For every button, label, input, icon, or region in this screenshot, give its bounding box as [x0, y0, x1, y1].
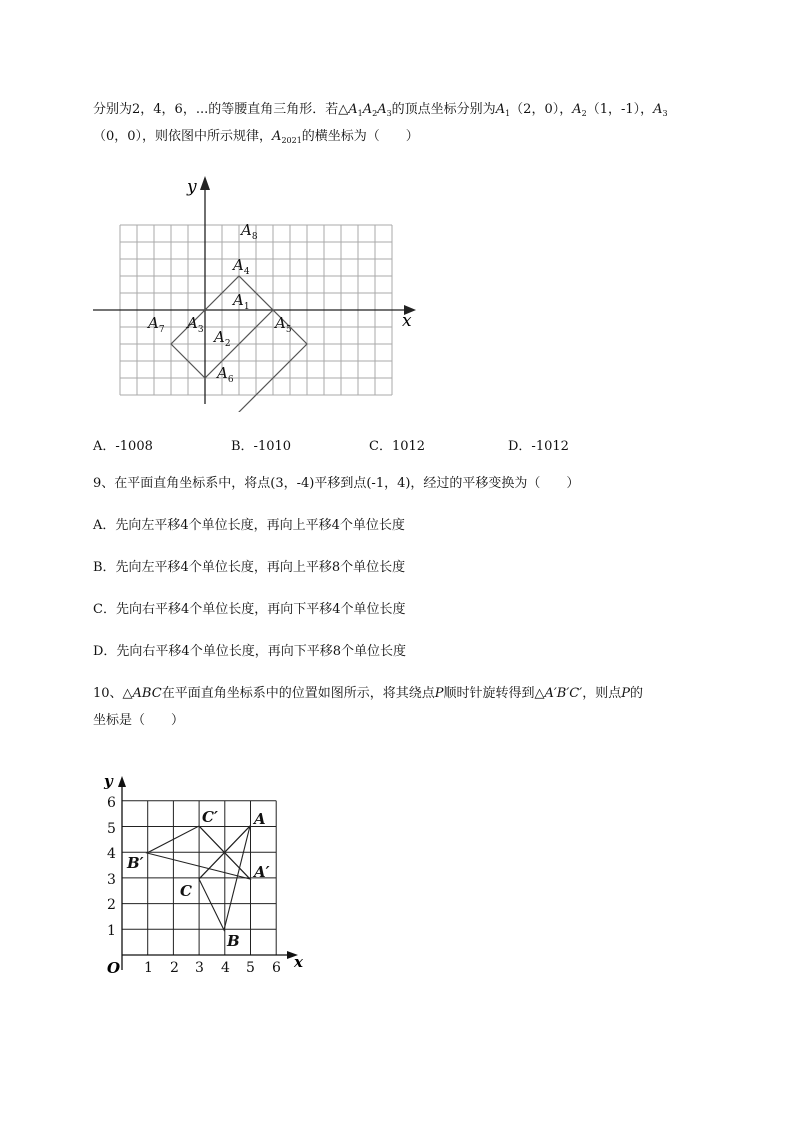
- label-a2: $A_2$: [214, 328, 231, 349]
- origin-label: O: [107, 959, 121, 977]
- point-p: P: [434, 686, 444, 701]
- q10-stem: [93, 685, 643, 703]
- y-axis-arrow-icon: [200, 176, 210, 190]
- a2-coord: （1，-1），: [586, 102, 654, 117]
- intro-text-1a: 分别为2，4，6，...的等腰直角三角形．若△: [93, 102, 349, 117]
- y-tick-3: 3: [107, 872, 116, 888]
- q9-option-d[interactable]: D．先向右平移4个单位长度，再向下平移8个单位长度: [93, 644, 406, 659]
- triangle-abc: ABC: [132, 686, 162, 701]
- a-letter: A: [272, 129, 282, 144]
- label-c: C: [180, 882, 192, 900]
- intro-text-2b: 的横坐标为（ ）: [301, 129, 419, 144]
- y-tick-6: 6: [107, 795, 116, 811]
- subscript: 2021: [281, 136, 302, 145]
- label-a-prime: A′: [254, 863, 270, 881]
- figure-rotation-grid: [98, 770, 318, 985]
- figure-triangles-grid: [90, 172, 430, 412]
- q10-text-c: 顺时针旋转得到△: [443, 686, 545, 701]
- y-tick-1: 1: [107, 923, 116, 939]
- q9-option-a[interactable]: A．先向左平移4个单位长度，再向上平移4个单位长度: [93, 518, 405, 533]
- a-letter: A: [348, 102, 358, 117]
- x-tick-4: 4: [221, 960, 230, 976]
- x-tick-5: 5: [246, 960, 255, 976]
- label-a3: $A_3$: [187, 314, 204, 335]
- x-axis-label: x: [294, 953, 303, 971]
- label-a6: $A_6$: [217, 364, 234, 385]
- q10-text-e: 的: [629, 686, 643, 701]
- a1-coord: （2，0），: [510, 102, 573, 117]
- a-letter: A: [653, 102, 663, 117]
- y-tick-5: 5: [107, 821, 116, 837]
- a-letter: A: [572, 102, 582, 117]
- q8-option-d[interactable]: D．-1012: [508, 439, 569, 454]
- y-axis-arrow-icon: [118, 776, 126, 787]
- label-b: B: [227, 932, 240, 950]
- y-axis-label: y: [187, 177, 197, 197]
- x-tick-1: 1: [144, 960, 153, 976]
- a-letter: A: [495, 102, 506, 117]
- label-a4: $A_4$: [233, 256, 250, 277]
- x-tick-2: 2: [170, 960, 179, 976]
- q8-option-c[interactable]: C．1012: [369, 439, 426, 454]
- q8-option-b[interactable]: B．-1010: [231, 439, 292, 454]
- subscript: 2: [372, 109, 378, 118]
- q10-text-b: 在平面直角坐标系中的位置如图所示，将其绕点: [161, 686, 435, 701]
- subscript: 1: [505, 109, 511, 118]
- label-c-prime: C′: [202, 808, 218, 826]
- subscript: 3: [386, 109, 392, 118]
- q9-option-c[interactable]: C．先向右平移4个单位长度，再向下平移4个单位长度: [93, 602, 406, 617]
- a-letter: A: [377, 102, 387, 117]
- a-letter: A: [362, 102, 373, 117]
- intro-text-1b: 的顶点坐标分别为: [391, 102, 496, 117]
- label-a1: $A_1$: [233, 291, 250, 312]
- point-p: P: [621, 686, 630, 701]
- intro-text-2a: （0，0），则依图中所示规律，: [93, 129, 273, 144]
- label-a7: $A_7$: [148, 314, 165, 335]
- triangle-prime: A′B′C′: [544, 686, 583, 701]
- y-tick-4: 4: [107, 846, 116, 862]
- x-tick-3: 3: [195, 960, 204, 976]
- label-a: A: [254, 810, 266, 828]
- label-b-prime: B′: [127, 854, 144, 872]
- q9-stem: 9、在平面直角坐标系中，将点(3，-4)平移到点(-1，4)，经过的平移变换为（ ）: [93, 476, 580, 491]
- intro-line-2: [93, 128, 419, 150]
- x-tick-6: 6: [272, 960, 281, 976]
- q8-option-a[interactable]: A．-1008: [93, 439, 153, 454]
- subscript: 2: [581, 109, 587, 118]
- q9-option-b[interactable]: B．先向左平移4个单位长度，再向上平移8个单位长度: [93, 560, 406, 575]
- subscript: 1: [357, 109, 363, 118]
- y-axis-label: y: [104, 772, 113, 790]
- x-axis-label: x: [402, 311, 412, 331]
- label-a5: $A_5$: [275, 314, 292, 335]
- intro-line-1: [93, 101, 668, 123]
- subscript: 3: [662, 109, 668, 118]
- q10-line-2: 坐标是（ ）: [93, 713, 185, 728]
- q8-options: [93, 435, 733, 453]
- label-a8: $A_8$: [241, 221, 258, 242]
- y-tick-2: 2: [107, 897, 116, 913]
- q10-text-a: 10、△: [93, 686, 133, 701]
- q10-text-d: ，则点: [582, 686, 622, 701]
